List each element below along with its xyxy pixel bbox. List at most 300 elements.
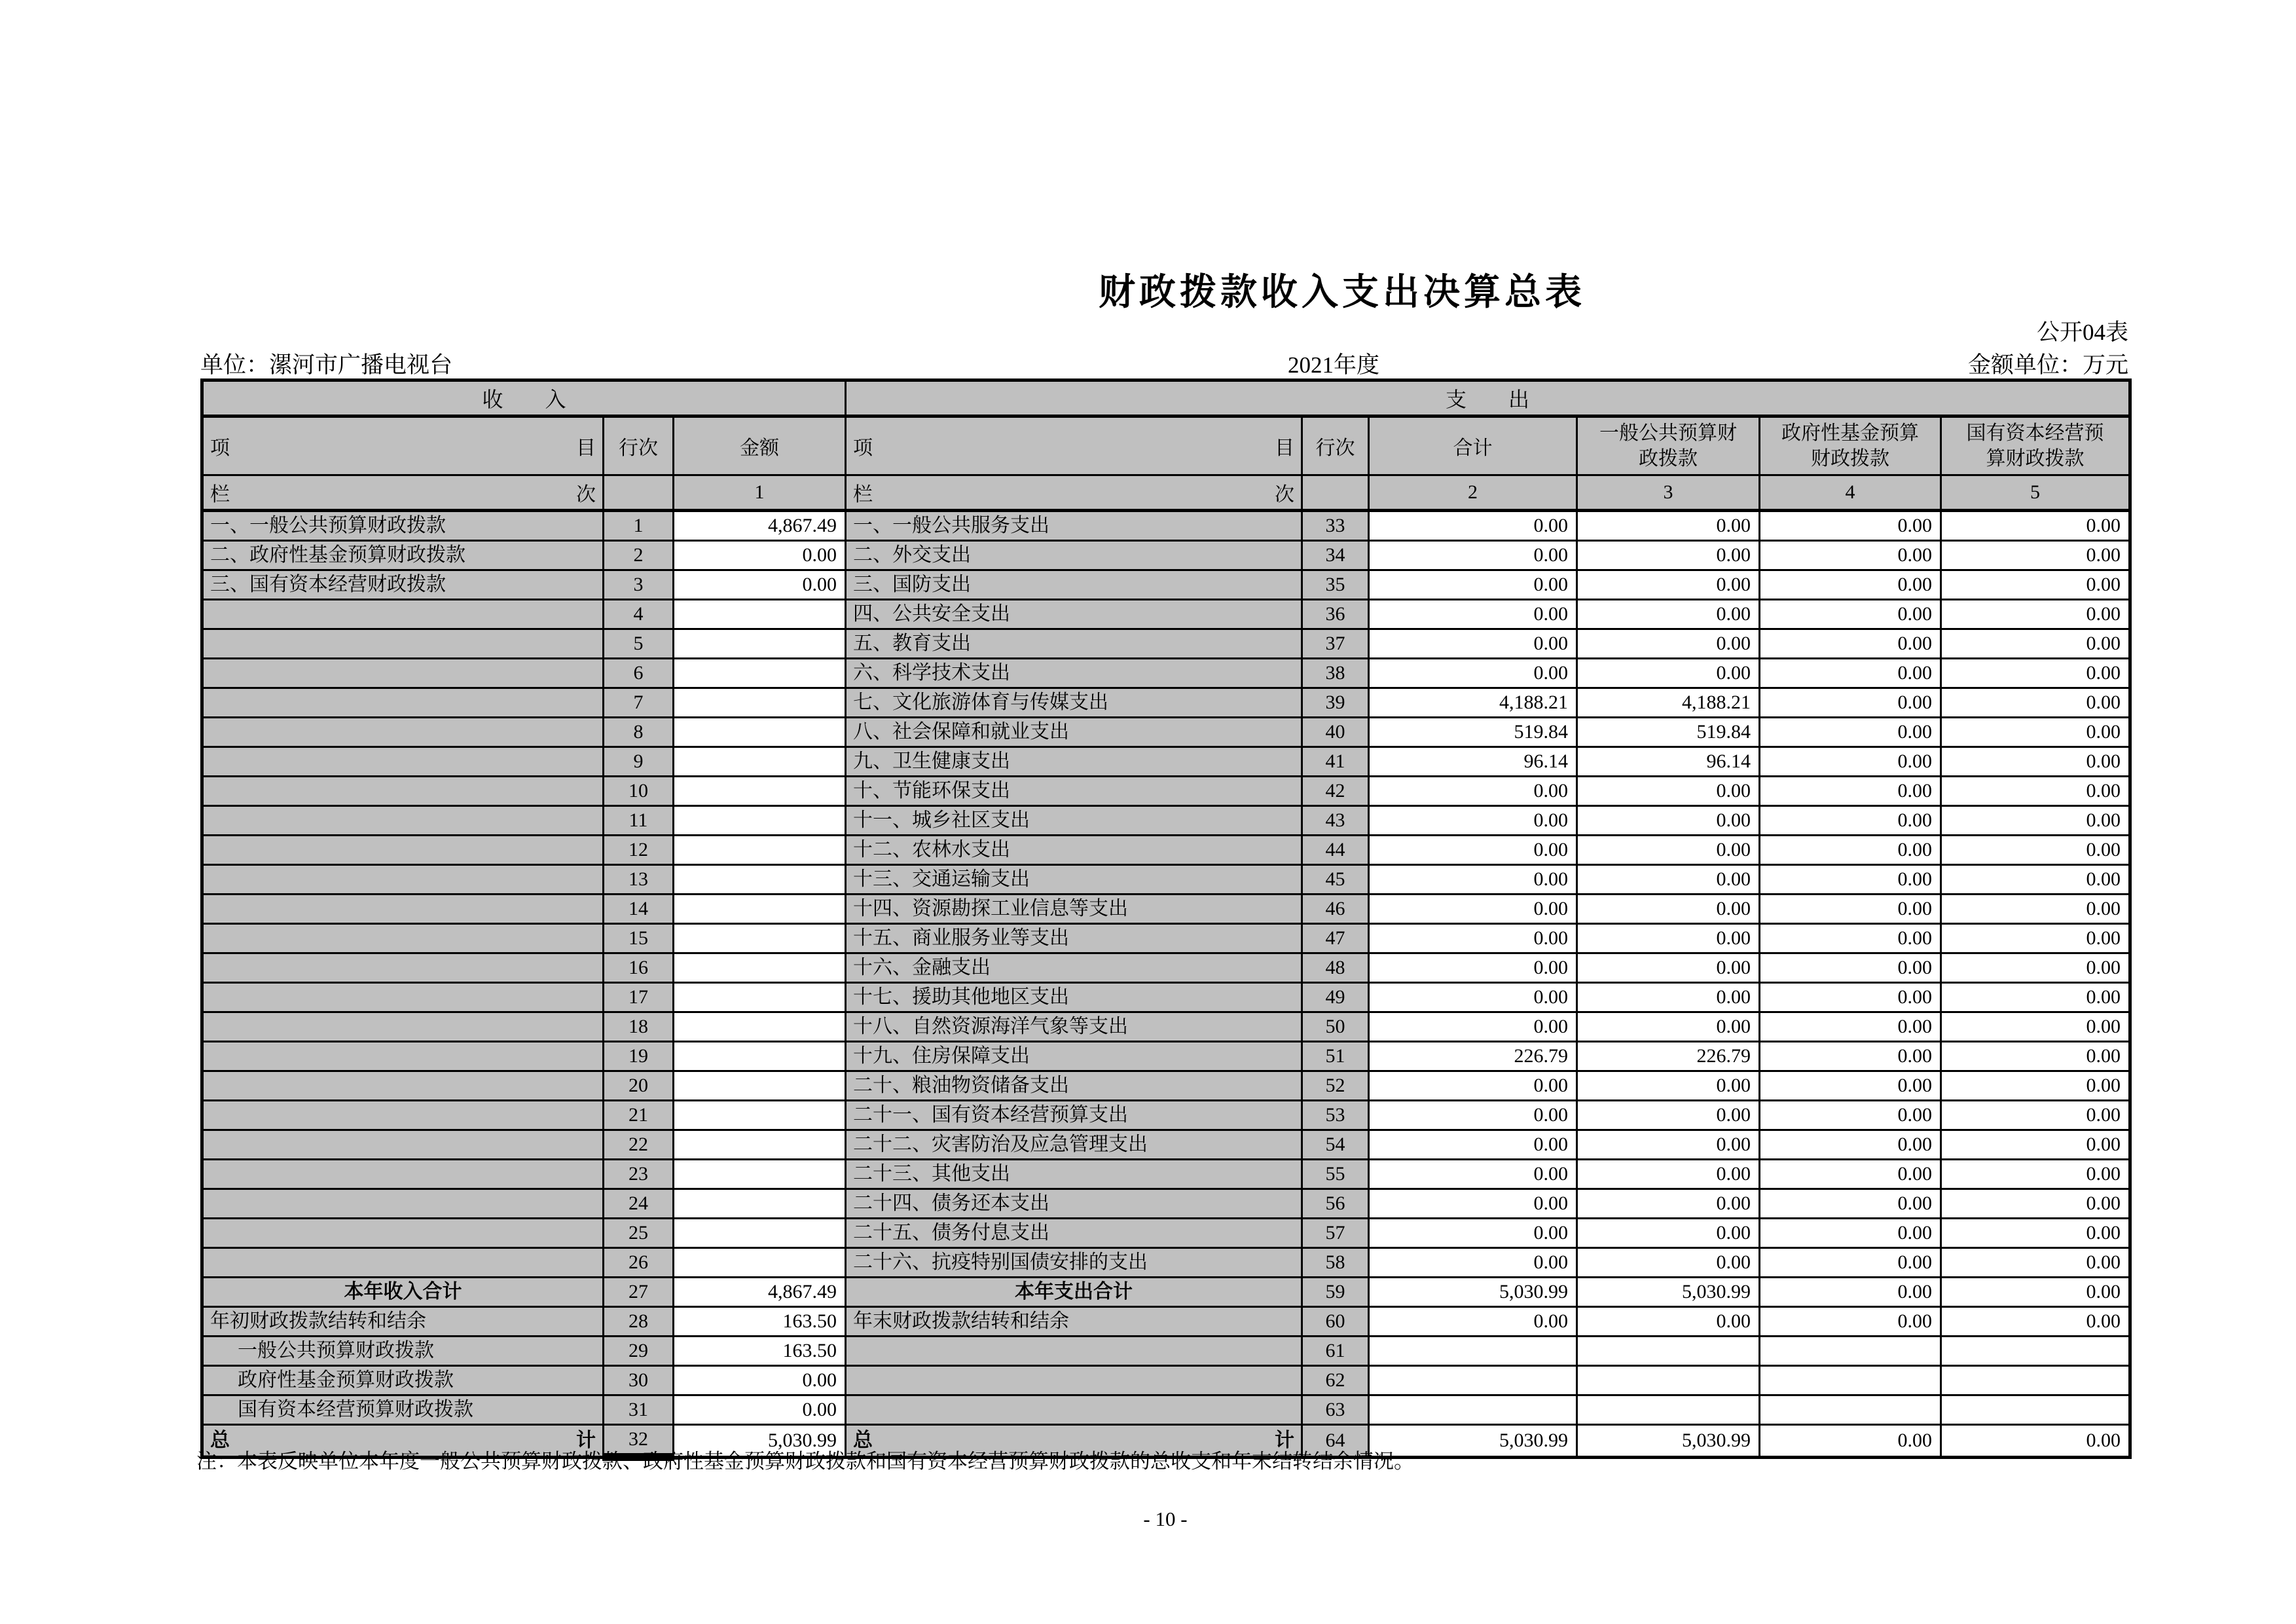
income-item-cell bbox=[202, 836, 604, 865]
income-rowno-cell: 11 bbox=[604, 806, 674, 836]
expense-rowno-cell: 63 bbox=[1302, 1395, 1369, 1425]
expense-amount-col4-cell: 0.00 bbox=[1760, 1042, 1941, 1071]
expense-amount-col2-cell bbox=[1369, 1337, 1577, 1366]
table-row bbox=[202, 688, 2130, 718]
amount-unit: 金额单位：万元 bbox=[1967, 352, 2128, 378]
income-rowno-cell: 27 bbox=[604, 1278, 674, 1307]
income-rowno-cell: 8 bbox=[604, 718, 674, 747]
expense-amount-col4-cell: 0.00 bbox=[1760, 1425, 1941, 1458]
expense-rowno-cell: 35 bbox=[1302, 570, 1369, 600]
income-amount-cell: 4,867.49 bbox=[674, 511, 846, 541]
expense-total-header: 合计 bbox=[1369, 416, 1577, 475]
expense-rowno-cell: 51 bbox=[1302, 1042, 1369, 1071]
expense-amount-col5-cell: 0.00 bbox=[1941, 983, 2130, 1012]
expense-rowno-cell: 33 bbox=[1302, 511, 1369, 541]
expense-amount-col5-cell bbox=[1941, 1395, 2130, 1425]
income-rowno-cell: 14 bbox=[604, 895, 674, 924]
income-amount-cell bbox=[674, 629, 846, 659]
expense-rowno-cell: 61 bbox=[1302, 1337, 1369, 1366]
expense-amount-col3-cell: 0.00 bbox=[1577, 836, 1760, 865]
expense-rowno-cell: 38 bbox=[1302, 659, 1369, 688]
expense-amount-col4-cell: 0.00 bbox=[1760, 924, 1941, 953]
expense-amount-col4-cell: 0.00 bbox=[1760, 1071, 1941, 1101]
expense-amount-col3-cell: 519.84 bbox=[1577, 718, 1760, 747]
expense-rowno-cell: 60 bbox=[1302, 1307, 1369, 1337]
page-number: - 10 - bbox=[1143, 1507, 1188, 1530]
income-item-cell: 一般公共预算财政拨款 bbox=[202, 1337, 604, 1366]
column-number-1: 1 bbox=[674, 475, 846, 511]
expense-rowno-cell: 45 bbox=[1302, 865, 1369, 895]
expense-item-cell: 年末财政拨款结转和结余 bbox=[846, 1307, 1302, 1337]
expense-amount-col4-cell: 0.00 bbox=[1760, 806, 1941, 836]
income-rowno-cell: 3 bbox=[604, 570, 674, 600]
expense-rowno-cell: 59 bbox=[1302, 1278, 1369, 1307]
expense-item-cell: 七、文化旅游体育与传媒支出 bbox=[846, 688, 1302, 718]
expense-rowno-cell: 58 bbox=[1302, 1248, 1369, 1278]
table-row bbox=[202, 1101, 2130, 1130]
expense-amount-col3-cell: 0.00 bbox=[1577, 1219, 1760, 1248]
expense-rowno-cell: 37 bbox=[1302, 629, 1369, 659]
income-amount-cell: 5,030.99 bbox=[674, 1425, 846, 1458]
income-item-cell bbox=[202, 1130, 604, 1160]
expense-rowno-cell: 44 bbox=[1302, 836, 1369, 865]
expense-amount-col4-cell: 0.00 bbox=[1760, 836, 1941, 865]
table-row bbox=[202, 806, 2130, 836]
expense-amount-col4-cell: 0.00 bbox=[1760, 895, 1941, 924]
income-rowno-cell: 1 bbox=[604, 511, 674, 541]
expense-item-cell: 十五、商业服务业等支出 bbox=[846, 924, 1302, 953]
expense-amount-col2-cell: 0.00 bbox=[1369, 924, 1577, 953]
expense-amount-col5-cell: 0.00 bbox=[1941, 688, 2130, 718]
expense-amount-col5-cell: 0.00 bbox=[1941, 1012, 2130, 1042]
income-item-cell bbox=[202, 1189, 604, 1219]
expense-amount-col4-cell: 0.00 bbox=[1760, 1307, 1941, 1337]
expense-amount-col4-cell: 0.00 bbox=[1760, 1101, 1941, 1130]
expense-rowno-cell: 57 bbox=[1302, 1219, 1369, 1248]
expense-amount-col4-cell bbox=[1760, 1366, 1941, 1395]
expense-amount-col2-cell: 0.00 bbox=[1369, 1071, 1577, 1101]
expense-rowno-cell: 46 bbox=[1302, 895, 1369, 924]
expense-amount-col2-cell: 0.00 bbox=[1369, 1219, 1577, 1248]
expense-amount-col2-cell: 0.00 bbox=[1369, 1012, 1577, 1042]
table-row bbox=[202, 1042, 2130, 1071]
expense-amount-col3-cell: 0.00 bbox=[1577, 629, 1760, 659]
table-row bbox=[202, 1071, 2130, 1101]
expense-amount-col3-cell: 4,188.21 bbox=[1577, 688, 1760, 718]
expense-amount-col2-cell: 0.00 bbox=[1369, 1160, 1577, 1189]
income-item-cell bbox=[202, 659, 604, 688]
income-amount-cell bbox=[674, 1160, 846, 1189]
expense-amount-col5-cell: 0.00 bbox=[1941, 1219, 2130, 1248]
income-rowno-cell: 28 bbox=[604, 1307, 674, 1337]
income-rowno-cell: 10 bbox=[604, 777, 674, 806]
income-rowno-cell: 9 bbox=[604, 747, 674, 777]
expense-amount-col3-cell bbox=[1577, 1337, 1760, 1366]
expense-amount-col2-cell: 0.00 bbox=[1369, 1101, 1577, 1130]
income-rowno-cell: 13 bbox=[604, 865, 674, 895]
expense-rowno-cell: 41 bbox=[1302, 747, 1369, 777]
expense-amount-col2-cell: 0.00 bbox=[1369, 600, 1577, 629]
expense-item-cell: 十八、自然资源海洋气象等支出 bbox=[846, 1012, 1302, 1042]
income-amount-cell bbox=[674, 983, 846, 1012]
income-item-cell: 二、政府性基金预算财政拨款 bbox=[202, 541, 604, 570]
income-rowno-cell: 19 bbox=[604, 1042, 674, 1071]
expense-amount-col4-cell bbox=[1760, 1337, 1941, 1366]
expense-amount-col4-cell: 0.00 bbox=[1760, 688, 1941, 718]
income-amount-cell bbox=[674, 1189, 846, 1219]
expense-item-cell: 十三、交通运输支出 bbox=[846, 865, 1302, 895]
expense-amount-col5-cell: 0.00 bbox=[1941, 511, 2130, 541]
income-item-cell bbox=[202, 1012, 604, 1042]
expense-amount-col4-cell: 0.00 bbox=[1760, 1012, 1941, 1042]
table-row bbox=[202, 983, 2130, 1012]
table-row bbox=[202, 1130, 2130, 1160]
table-row bbox=[202, 600, 2130, 629]
income-rowno-cell: 18 bbox=[604, 1012, 674, 1042]
expense-amount-col3-cell: 0.00 bbox=[1577, 659, 1760, 688]
expense-item-cell: 二十六、抗疫特别国债安排的支出 bbox=[846, 1248, 1302, 1278]
expense-amount-col4-cell: 0.00 bbox=[1760, 1248, 1941, 1278]
expense-amount-col2-cell: 0.00 bbox=[1369, 511, 1577, 541]
table-row bbox=[202, 1189, 2130, 1219]
expense-lanci-blank bbox=[1302, 475, 1369, 511]
expense-amount-col3-cell: 96.14 bbox=[1577, 747, 1760, 777]
expense-amount-col2-cell: 0.00 bbox=[1369, 1130, 1577, 1160]
expense-amount-col5-cell: 0.00 bbox=[1941, 777, 2130, 806]
income-amount-cell bbox=[674, 1071, 846, 1101]
expense-item-cell: 十、节能环保支出 bbox=[846, 777, 1302, 806]
income-amount-cell: 163.50 bbox=[674, 1307, 846, 1337]
expense-amount-col3-cell: 0.00 bbox=[1577, 1307, 1760, 1337]
expense-item-cell: 十四、资源勘探工业信息等支出 bbox=[846, 895, 1302, 924]
expense-amount-col2-cell: 0.00 bbox=[1369, 983, 1577, 1012]
expense-rowno-cell: 39 bbox=[1302, 688, 1369, 718]
fiscal-appropriation-table bbox=[200, 378, 2132, 1461]
form-code: 公开04表 bbox=[2036, 320, 2128, 345]
income-item-cell bbox=[202, 718, 604, 747]
expense-amount-col5-cell: 0.00 bbox=[1941, 1425, 2130, 1458]
income-amount-cell bbox=[674, 659, 846, 688]
expense-amount-col3-cell: 0.00 bbox=[1577, 1012, 1760, 1042]
expense-amount-col5-cell: 0.00 bbox=[1941, 570, 2130, 600]
expense-amount-col2-cell: 0.00 bbox=[1369, 1189, 1577, 1219]
expense-amount-col4-cell: 0.00 bbox=[1760, 777, 1941, 806]
expense-amount-col5-cell: 0.00 bbox=[1941, 1071, 2130, 1101]
expense-amount-col5-cell: 0.00 bbox=[1941, 1101, 2130, 1130]
expense-amount-col5-cell: 0.00 bbox=[1941, 747, 2130, 777]
table-row bbox=[202, 747, 2130, 777]
table-band-row bbox=[202, 380, 2130, 416]
expense-amount-col2-cell: 0.00 bbox=[1369, 806, 1577, 836]
income-lanci-blank bbox=[604, 475, 674, 511]
income-item-header: 项目 bbox=[202, 416, 604, 475]
column-header-row bbox=[202, 416, 2130, 475]
expense-amount-col4-cell: 0.00 bbox=[1760, 1189, 1941, 1219]
income-item-cell bbox=[202, 983, 604, 1012]
gov-fund-header: 政府性基金预算财政拨款 bbox=[1760, 416, 1941, 475]
income-lanci-label: 栏次 bbox=[202, 475, 604, 511]
income-item-cell bbox=[202, 806, 604, 836]
expense-amount-col5-cell bbox=[1941, 1337, 2130, 1366]
table-row bbox=[202, 541, 2130, 570]
income-rowno-cell: 21 bbox=[604, 1101, 674, 1130]
expense-amount-col4-cell: 0.00 bbox=[1760, 1130, 1941, 1160]
expense-item-cell bbox=[846, 1395, 1302, 1425]
page-title: 财政拨款收入支出决算总表 bbox=[1099, 271, 1586, 312]
expense-item-cell: 十六、金融支出 bbox=[846, 953, 1302, 983]
income-rowno-cell: 17 bbox=[604, 983, 674, 1012]
income-amount-cell bbox=[674, 953, 846, 983]
expense-amount-col5-cell: 0.00 bbox=[1941, 895, 2130, 924]
expense-amount-col5-cell: 0.00 bbox=[1941, 1278, 2130, 1307]
income-amount-cell bbox=[674, 718, 846, 747]
income-amount-cell: 0.00 bbox=[674, 1395, 846, 1425]
income-amount-cell bbox=[674, 836, 846, 865]
expense-amount-col3-cell: 0.00 bbox=[1577, 1160, 1760, 1189]
expense-item-cell bbox=[846, 1366, 1302, 1395]
expense-amount-col2-cell: 5,030.99 bbox=[1369, 1278, 1577, 1307]
expense-amount-col2-cell: 0.00 bbox=[1369, 629, 1577, 659]
expense-amount-col5-cell: 0.00 bbox=[1941, 924, 2130, 953]
expense-rowno-cell: 49 bbox=[1302, 983, 1369, 1012]
income-amount-cell bbox=[674, 1101, 846, 1130]
table-row bbox=[202, 570, 2130, 600]
income-item-cell bbox=[202, 747, 604, 777]
income-item-cell bbox=[202, 895, 604, 924]
income-item-cell: 一、一般公共预算财政拨款 bbox=[202, 511, 604, 541]
expense-amount-col3-cell: 0.00 bbox=[1577, 541, 1760, 570]
expense-amount-col3-cell: 0.00 bbox=[1577, 1071, 1760, 1101]
expense-amount-col2-cell: 0.00 bbox=[1369, 895, 1577, 924]
expense-item-cell: 八、社会保障和就业支出 bbox=[846, 718, 1302, 747]
expense-amount-col2-cell: 0.00 bbox=[1369, 865, 1577, 895]
income-amount-cell bbox=[674, 1012, 846, 1042]
expense-amount-col5-cell: 0.00 bbox=[1941, 1307, 2130, 1337]
income-item-cell bbox=[202, 777, 604, 806]
income-amount-cell bbox=[674, 1219, 846, 1248]
expense-rowno-cell: 34 bbox=[1302, 541, 1369, 570]
expense-amount-col3-cell: 226.79 bbox=[1577, 1042, 1760, 1071]
expense-item-cell: 一、一般公共服务支出 bbox=[846, 511, 1302, 541]
expense-item-cell: 总计 bbox=[846, 1425, 1302, 1458]
income-rowno-cell: 24 bbox=[604, 1189, 674, 1219]
expense-amount-col2-cell: 4,188.21 bbox=[1369, 688, 1577, 718]
expense-item-cell: 二十五、债务付息支出 bbox=[846, 1219, 1302, 1248]
expense-item-cell: 二、外交支出 bbox=[846, 541, 1302, 570]
income-amount-cell: 0.00 bbox=[674, 541, 846, 570]
income-amount-cell bbox=[674, 1042, 846, 1071]
table-row bbox=[202, 1278, 2130, 1307]
expense-amount-col2-cell: 0.00 bbox=[1369, 659, 1577, 688]
expense-rowno-cell: 55 bbox=[1302, 1160, 1369, 1189]
expense-amount-col5-cell: 0.00 bbox=[1941, 1160, 2130, 1189]
table-row bbox=[202, 1248, 2130, 1278]
expense-rowno-cell: 53 bbox=[1302, 1101, 1369, 1130]
expense-amount-col2-cell: 0.00 bbox=[1369, 570, 1577, 600]
expense-rowno-cell: 56 bbox=[1302, 1189, 1369, 1219]
expense-amount-col3-cell: 5,030.99 bbox=[1577, 1278, 1760, 1307]
table-row bbox=[202, 777, 2130, 806]
expense-rowno-cell: 62 bbox=[1302, 1366, 1369, 1395]
income-amount-cell bbox=[674, 777, 846, 806]
expense-amount-col4-cell: 0.00 bbox=[1760, 865, 1941, 895]
income-item-cell: 政府性基金预算财政拨款 bbox=[202, 1366, 604, 1395]
expense-amount-col4-cell: 0.00 bbox=[1760, 659, 1941, 688]
expense-rowno-cell: 54 bbox=[1302, 1130, 1369, 1160]
table-row bbox=[202, 953, 2130, 983]
income-amount-cell: 4,867.49 bbox=[674, 1278, 846, 1307]
expense-amount-col2-cell: 96.14 bbox=[1369, 747, 1577, 777]
table-row bbox=[202, 924, 2130, 953]
income-rowno-cell: 7 bbox=[604, 688, 674, 718]
expense-amount-col3-cell: 0.00 bbox=[1577, 1130, 1760, 1160]
table-row bbox=[202, 1307, 2130, 1337]
expense-amount-col4-cell: 0.00 bbox=[1760, 1278, 1941, 1307]
expense-item-cell: 三、国防支出 bbox=[846, 570, 1302, 600]
expense-amount-col2-cell: 0.00 bbox=[1369, 953, 1577, 983]
expense-rowno-cell: 40 bbox=[1302, 718, 1369, 747]
expense-amount-col3-cell: 0.00 bbox=[1577, 953, 1760, 983]
column-number-3: 3 bbox=[1577, 475, 1760, 511]
income-amount-cell bbox=[674, 865, 846, 895]
income-rowno-cell: 25 bbox=[604, 1219, 674, 1248]
expense-amount-col5-cell bbox=[1941, 1366, 2130, 1395]
expense-rowno-header: 行次 bbox=[1302, 416, 1369, 475]
expense-item-cell bbox=[846, 1337, 1302, 1366]
table-row bbox=[202, 718, 2130, 747]
expense-item-header: 项目 bbox=[846, 416, 1302, 475]
income-rowno-cell: 12 bbox=[604, 836, 674, 865]
expense-amount-col2-cell: 226.79 bbox=[1369, 1042, 1577, 1071]
table-row bbox=[202, 1337, 2130, 1366]
expense-amount-col5-cell: 0.00 bbox=[1941, 718, 2130, 747]
expense-amount-col5-cell: 0.00 bbox=[1941, 806, 2130, 836]
expense-item-cell: 九、卫生健康支出 bbox=[846, 747, 1302, 777]
expense-amount-col5-cell: 0.00 bbox=[1941, 1042, 2130, 1071]
expense-amount-col2-cell bbox=[1369, 1366, 1577, 1395]
expense-item-cell: 二十四、债务还本支出 bbox=[846, 1189, 1302, 1219]
expense-rowno-cell: 64 bbox=[1302, 1425, 1369, 1458]
income-rowno-cell: 15 bbox=[604, 924, 674, 953]
expense-amount-col5-cell: 0.00 bbox=[1941, 659, 2130, 688]
expense-item-cell: 二十三、其他支出 bbox=[846, 1160, 1302, 1189]
table-row bbox=[202, 629, 2130, 659]
income-rowno-cell: 26 bbox=[604, 1248, 674, 1278]
expense-amount-col4-cell: 0.00 bbox=[1760, 953, 1941, 983]
income-rowno-cell: 29 bbox=[604, 1337, 674, 1366]
expense-amount-col4-cell: 0.00 bbox=[1760, 600, 1941, 629]
table-row bbox=[202, 865, 2130, 895]
table-row bbox=[202, 836, 2130, 865]
expense-amount-col5-cell: 0.00 bbox=[1941, 541, 2130, 570]
expense-rowno-cell: 42 bbox=[1302, 777, 1369, 806]
expense-amount-col3-cell bbox=[1577, 1395, 1760, 1425]
income-rowno-cell: 20 bbox=[604, 1071, 674, 1101]
state-capital-header: 国有资本经营预算财政拨款 bbox=[1941, 416, 2130, 475]
income-amount-cell: 0.00 bbox=[674, 570, 846, 600]
expense-amount-col4-cell bbox=[1760, 1395, 1941, 1425]
expense-rowno-cell: 47 bbox=[1302, 924, 1369, 953]
expense-amount-col4-cell: 0.00 bbox=[1760, 1160, 1941, 1189]
income-item-cell bbox=[202, 865, 604, 895]
expense-amount-col5-cell: 0.00 bbox=[1941, 600, 2130, 629]
income-amount-cell bbox=[674, 688, 846, 718]
income-amount-cell: 163.50 bbox=[674, 1337, 846, 1366]
expense-amount-col4-cell: 0.00 bbox=[1760, 541, 1941, 570]
expense-rowno-cell: 52 bbox=[1302, 1071, 1369, 1101]
income-item-cell: 国有资本经营预算财政拨款 bbox=[202, 1395, 604, 1425]
table-row bbox=[202, 1160, 2130, 1189]
income-item-cell: 三、国有资本经营财政拨款 bbox=[202, 570, 604, 600]
income-item-cell bbox=[202, 1042, 604, 1071]
income-amount-cell bbox=[674, 895, 846, 924]
expense-amount-col3-cell: 0.00 bbox=[1577, 806, 1760, 836]
income-item-cell bbox=[202, 1071, 604, 1101]
income-amount-cell bbox=[674, 806, 846, 836]
expense-item-cell: 本年支出合计 bbox=[846, 1278, 1302, 1307]
expense-amount-col5-cell: 0.00 bbox=[1941, 1248, 2130, 1278]
expense-item-cell: 二十、粮油物资储备支出 bbox=[846, 1071, 1302, 1101]
table-row bbox=[202, 1012, 2130, 1042]
table-row bbox=[202, 659, 2130, 688]
expense-amount-col4-cell: 0.00 bbox=[1760, 629, 1941, 659]
income-item-cell bbox=[202, 924, 604, 953]
expense-lanci-label: 栏次 bbox=[846, 475, 1302, 511]
expense-rowno-cell: 48 bbox=[1302, 953, 1369, 983]
income-rowno-cell: 5 bbox=[604, 629, 674, 659]
expense-item-cell: 十一、城乡社区支出 bbox=[846, 806, 1302, 836]
table-row bbox=[202, 1366, 2130, 1395]
expense-amount-col3-cell: 0.00 bbox=[1577, 983, 1760, 1012]
income-item-cell: 本年收入合计 bbox=[202, 1278, 604, 1307]
expense-item-cell: 二十二、灾害防治及应急管理支出 bbox=[846, 1130, 1302, 1160]
column-number-2: 2 bbox=[1369, 475, 1577, 511]
reporting-unit: 单位：漯河市广播电视台 bbox=[200, 352, 453, 378]
column-number-5: 5 bbox=[1941, 475, 2130, 511]
column-number-4: 4 bbox=[1760, 475, 1941, 511]
expense-amount-col3-cell: 0.00 bbox=[1577, 511, 1760, 541]
expense-amount-col3-cell: 0.00 bbox=[1577, 1248, 1760, 1278]
income-rowno-cell: 6 bbox=[604, 659, 674, 688]
income-item-cell bbox=[202, 629, 604, 659]
expense-amount-col3-cell: 0.00 bbox=[1577, 1189, 1760, 1219]
expense-amount-col3-cell: 5,030.99 bbox=[1577, 1425, 1760, 1458]
expense-item-cell: 六、科学技术支出 bbox=[846, 659, 1302, 688]
table-row bbox=[202, 895, 2130, 924]
income-amount-cell bbox=[674, 924, 846, 953]
expense-item-cell: 四、公共安全支出 bbox=[846, 600, 1302, 629]
income-rowno-cell: 2 bbox=[604, 541, 674, 570]
income-item-cell bbox=[202, 1101, 604, 1130]
table-row bbox=[202, 511, 2130, 541]
expense-rowno-cell: 50 bbox=[1302, 1012, 1369, 1042]
expense-amount-col5-cell: 0.00 bbox=[1941, 953, 2130, 983]
income-rowno-cell: 32 bbox=[604, 1425, 674, 1458]
fiscal-year: 2021年度 bbox=[1287, 352, 1380, 378]
expense-amount-col3-cell: 0.00 bbox=[1577, 895, 1760, 924]
expense-amount-col5-cell: 0.00 bbox=[1941, 836, 2130, 865]
income-item-cell: 总计 bbox=[202, 1425, 604, 1458]
expense-amount-col3-cell: 0.00 bbox=[1577, 865, 1760, 895]
income-item-cell bbox=[202, 1248, 604, 1278]
income-item-cell bbox=[202, 600, 604, 629]
income-amount-header: 金额 bbox=[674, 416, 846, 475]
income-item-cell bbox=[202, 1160, 604, 1189]
table-row bbox=[202, 1395, 2130, 1425]
expense-amount-col2-cell bbox=[1369, 1395, 1577, 1425]
income-rowno-cell: 22 bbox=[604, 1130, 674, 1160]
expense-amount-col3-cell: 0.00 bbox=[1577, 1101, 1760, 1130]
